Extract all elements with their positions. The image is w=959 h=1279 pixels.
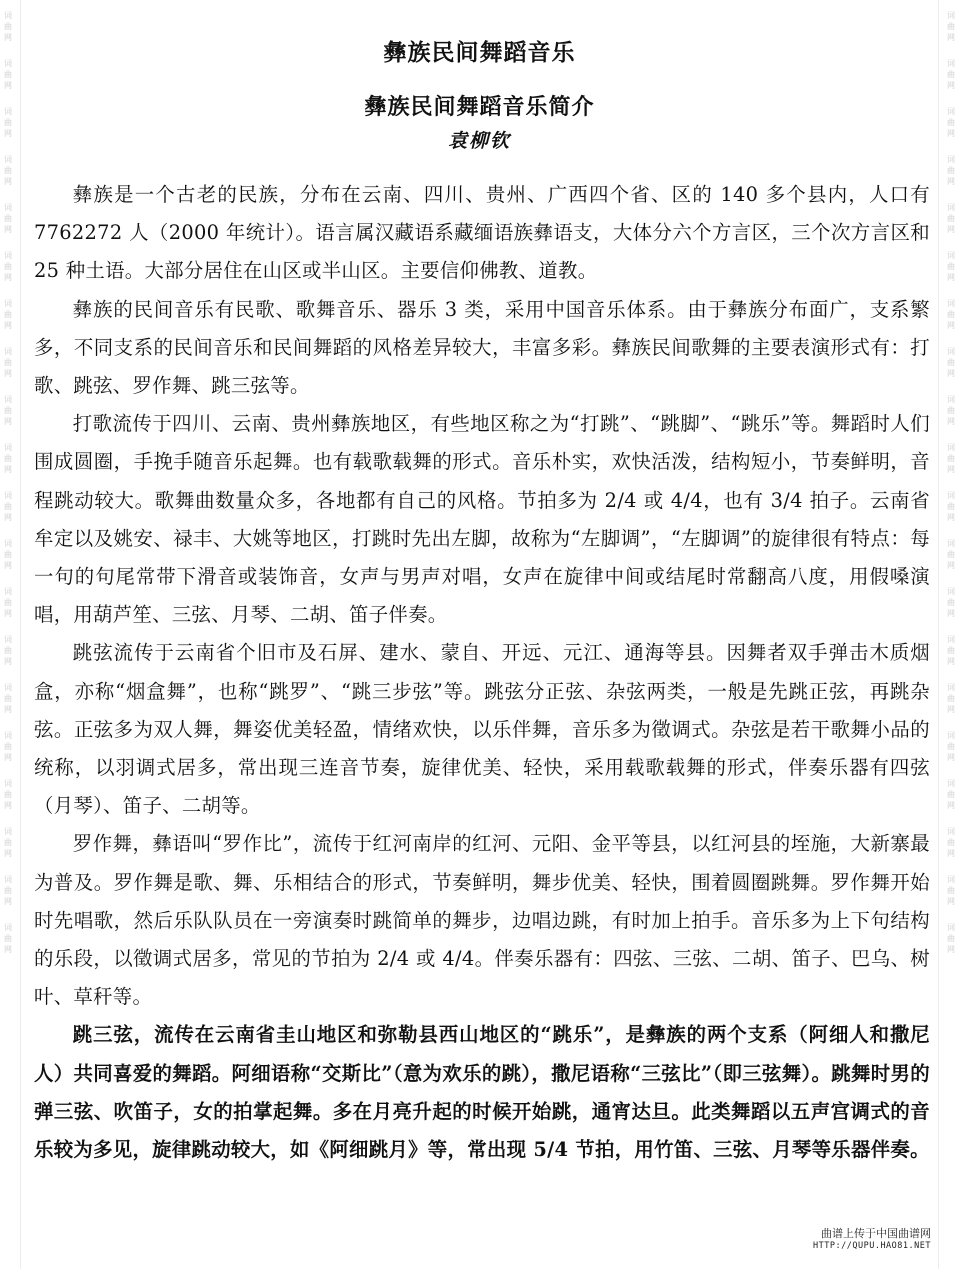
paragraph: 跳三弦，流传在云南省圭山地区和弥勒县西山地区的“跳乐”，是彝族的两个支系（阿细人和撒尼人）共同喜爱的舞蹈。阿细语称“交斯比”（意为欢乐的跳），撒尼语称“三弦比”（即三弦舞）。跳舞时男的弹三弦、吹笛子，女的拍掌起舞。多在月亮升起的时候开始跳，通宵达旦。此类舞蹈以五声宫调式的音乐较为多见，旋律跳动较大，如《阿细跳月》等，常出现 5/4 节拍，用竹笛、三弦、月琴等乐器伴奏。 <box>34 1023 930 1162</box>
edge-watermark-mark: 词 曲 网 <box>4 443 12 474</box>
edge-watermark-mark: 词 曲 网 <box>947 731 955 762</box>
page-title: 彝族民间舞蹈音乐 <box>383 40 576 66</box>
site-watermark <box>813 1227 931 1253</box>
paragraph: 彝族的民间音乐有民歌、歌舞音乐、器乐 3 类，采用中国音乐体系。由于彝族分布面广，支系繁多，不同支系的民间音乐和民间舞蹈的风格差异较大，丰富多彩。彝族民间歌舞的主要表演形式有：打歌、跳弦、罗作舞、跳三弦等。 <box>34 297 930 398</box>
edge-watermark-mark: 词 曲 网 <box>4 347 12 378</box>
edge-watermark-mark: 词 曲 网 <box>4 587 12 618</box>
edge-watermark-mark: 词 曲 网 <box>947 923 955 954</box>
edge-watermark-mark: 词 曲 网 <box>947 251 955 282</box>
edge-watermark-mark: 词 曲 网 <box>4 875 12 906</box>
edge-watermark-mark: 词 曲 网 <box>4 827 12 858</box>
edge-watermark-mark: 词 曲 网 <box>4 395 12 426</box>
edge-watermark-mark: 词 曲 网 <box>4 251 12 282</box>
edge-watermark-mark: 词 曲 网 <box>4 491 12 522</box>
watermark-line: 曲谱上传于中国曲谱网 <box>821 1227 931 1240</box>
edge-watermark-mark: 词 曲 网 <box>947 395 955 426</box>
paragraph: 打歌流传于四川、云南、贵州彝族地区，有些地区称之为“打跳”、“跳脚”、“跳乐”等。舞蹈时人们围成圆圈，手挽手随音乐起舞。也有载歌载舞的形式。音乐朴实，欢快活泼，结构短小，节奏鲜明，音程跳动较大。歌舞曲数量众多，各地都有自己的风格。节拍多为 2/4 或 4/4，也有 3/4 拍子。云南省牟定以及姚安、禄丰、大姚等地区，打跳时先出左脚，故称为“左脚调”，“左脚调”的旋律很有特点：每一句的句尾常带下滑音或装饰音，女声与男声对唱，女声在旋律中间或结尾时常翻高八度，用假嗓演唱，用葫芦笙、三弦、月琴、二胡、笛子伴奏。 <box>34 412 930 627</box>
edge-watermark-mark: 词 曲 网 <box>947 11 955 42</box>
edge-watermark-mark: 词 曲 网 <box>4 923 12 954</box>
edge-watermark-mark: 词 曲 网 <box>947 299 955 330</box>
edge-watermark-mark: 词 曲 网 <box>947 203 955 234</box>
left-edge-watermark <box>0 0 16 1279</box>
edge-watermark-mark: 词 曲 网 <box>947 827 955 858</box>
edge-watermark-mark: 词 曲 网 <box>4 11 12 42</box>
edge-watermark-mark: 词 曲 网 <box>947 683 955 714</box>
paragraph: 彝族是一个古老的民族，分布在云南、四川、贵州、广西四个省、区的 140 多个县内，人口有 7762272 人（2000 年统计）。语言属汉藏语系藏缅语族彝语支，大体分六个方言区，三个次方言区和 25 种土语。大部分居住在山区或半山区。主要信仰佛教、道教。 <box>34 183 930 283</box>
edge-watermark-mark: 词 曲 网 <box>947 107 955 138</box>
edge-watermark-mark: 词 曲 网 <box>947 587 955 618</box>
edge-watermark-mark: 词 曲 网 <box>947 443 955 474</box>
edge-watermark-mark: 词 曲 网 <box>4 779 12 810</box>
edge-watermark-mark: 词 曲 网 <box>947 779 955 810</box>
author-name: 袁柳钦 <box>447 130 511 152</box>
right-margin-line <box>938 0 939 1269</box>
edge-watermark-mark: 词 曲 网 <box>4 203 12 234</box>
left-margin-line <box>20 0 21 1269</box>
edge-watermark-mark: 词 曲 网 <box>947 347 955 378</box>
edge-watermark-mark: 词 曲 网 <box>4 59 12 90</box>
right-edge-watermark <box>943 0 959 1279</box>
edge-watermark-mark: 词 曲 网 <box>947 59 955 90</box>
edge-watermark-mark: 词 曲 网 <box>4 731 12 762</box>
edge-watermark-mark: 词 曲 网 <box>4 155 12 186</box>
edge-watermark-mark: 词 曲 网 <box>947 491 955 522</box>
edge-watermark-mark: 词 曲 网 <box>947 539 955 570</box>
edge-watermark-mark: 词 曲 网 <box>947 155 955 186</box>
article-subtitle: 彝族民间舞蹈音乐简介 <box>364 95 595 120</box>
edge-watermark-mark: 词 曲 网 <box>4 539 12 570</box>
edge-watermark-mark: 词 曲 网 <box>4 107 12 138</box>
edge-watermark-mark: 词 曲 网 <box>4 299 12 330</box>
edge-watermark-mark: 词 曲 网 <box>947 875 955 906</box>
watermark-url: HTTP://QUPU.HAO81.NET <box>813 1241 931 1251</box>
edge-watermark-mark: 词 曲 网 <box>947 635 955 666</box>
edge-watermark-mark: 词 曲 网 <box>4 683 12 714</box>
paragraph: 罗作舞，彝语叫“罗作比”，流传于红河南岸的红河、元阳、金平等县，以红河县的垤施，大新寨最为普及。罗作舞是歌、舞、乐相结合的形式，节奏鲜明，舞步优美、轻快，围着圆圈跳舞。罗作舞开始时先唱歌，然后乐队队员在一旁演奏时跳简单的舞步，边唱边跳，有时加上拍手。音乐多为上下句结构的乐段，以徵调式居多，常见的节拍为 2/4 或 4/4。伴奏乐器有：四弦、三弦、二胡、笛子、巴乌、树叶、草秆等。 <box>34 832 930 1009</box>
article-body <box>34 176 930 1169</box>
edge-watermark-mark: 词 曲 网 <box>4 635 12 666</box>
paragraph: 跳弦流传于云南省个旧市及石屏、建水、蒙自、开远、元江、通海等县。因舞者双手弹击木质烟盒，亦称“烟盒舞”，也称“跳罗”、“跳三步弦”等。跳弦分正弦、杂弦两类，一般是先跳正弦，再跳杂弦。正弦多为双人舞，舞姿优美轻盈，情绪欢快，以乐伴舞，音乐多为徵调式。杂弦是若干歌舞小品的统称，以羽调式居多，常出现三连音节奏，旋律优美、轻快，采用载歌载舞的形式，伴奏乐器有四弦（月琴）、笛子、二胡等。 <box>34 641 930 818</box>
